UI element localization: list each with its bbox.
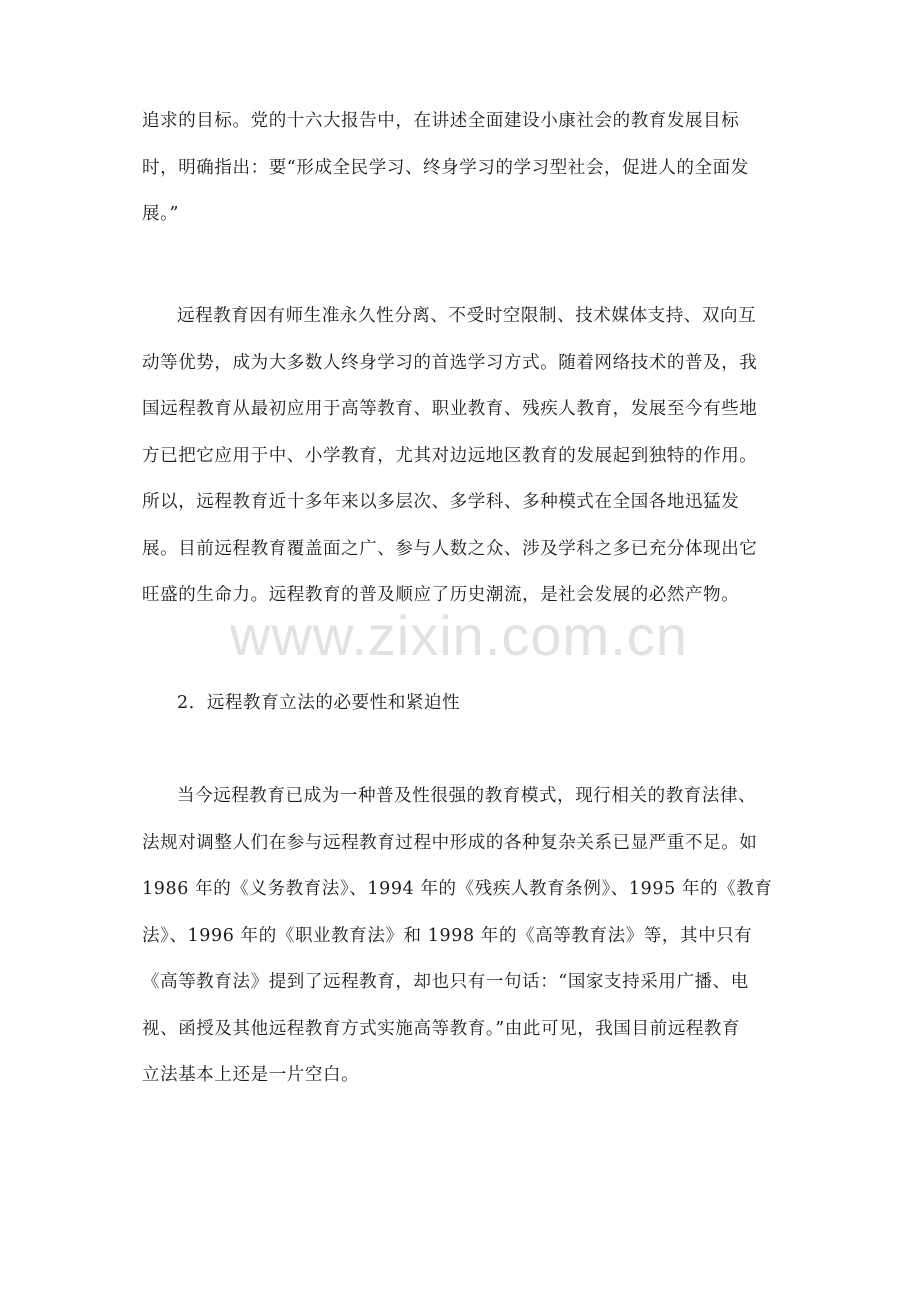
text-line: 旺盛的生命力。远程教育的普及顺应了历史潮流，是社会发展的必然产物。 [142,585,740,605]
text-line: 展。目前远程教育覆盖面之广、参与人数之众、涉及学科之多已充分体现出它 [142,538,758,559]
text-line: 立法基本上还是一片空白。 [142,1065,360,1085]
watermark: www.zixin.com.cn [230,604,688,667]
text-line: 视、函授及其他远程教育方式实施高等教育。”由此可见，我国目前远程教育 [142,1018,741,1039]
text-line: 时，明确指出：要“形成全民学习、终身学习的学习型社会，促进人的全面发 [142,157,749,178]
paragraph-learning-society [142,98,782,238]
text-line: 法》、1996 年的《职业教育法》和 1998 年的《高等教育法》等，其中只有 [142,925,753,946]
text-line: 1986 年的《义务教育法》、1994 年的《残疾人教育条例》、1995 年的《教育 [142,879,773,899]
text-line: 国远程教育从最初应用于高等教育、职业教育、残疾人教育，发展至今有些地 [142,399,758,419]
paragraph-legislation-gap [142,773,782,1099]
text-line: 当今远程教育已成为一种普及性很强的教育模式，现行相关的教育法律、 [177,786,757,806]
paragraph-distance-education-advantages [142,293,782,619]
text-line: 方已把它应用于中、小学教育，尤其对边远地区教育的发展起到独特的作用。 [142,445,758,466]
text-line: 展。” [142,204,179,224]
text-line: 远程教育因有师生准永久性分离、不受时空限制、技术媒体支持、双向互 [177,306,757,326]
text-line: 法规对调整人们在参与远程教育过程中形成的各种复杂关系已显严重不足。如 [142,832,758,853]
text-line: 动等优势，成为大多数人终身学习的首选学习方式。随着网络技术的普及，我 [142,352,758,373]
section-heading: 2．远程教育立法的必要性和紧迫性 [177,693,461,713]
text-line: 《高等教育法》提到了远程教育，却也只有一句话：“国家支持采用广播、电 [142,972,749,992]
text-line: 所以，远程教育近十多年来以多层次、多学科、多种模式在全国各地迅猛发 [142,492,740,512]
text-line: 追求的目标。党的十六大报告中，在讲述全面建设小康社会的教育发展目标 [142,111,740,131]
